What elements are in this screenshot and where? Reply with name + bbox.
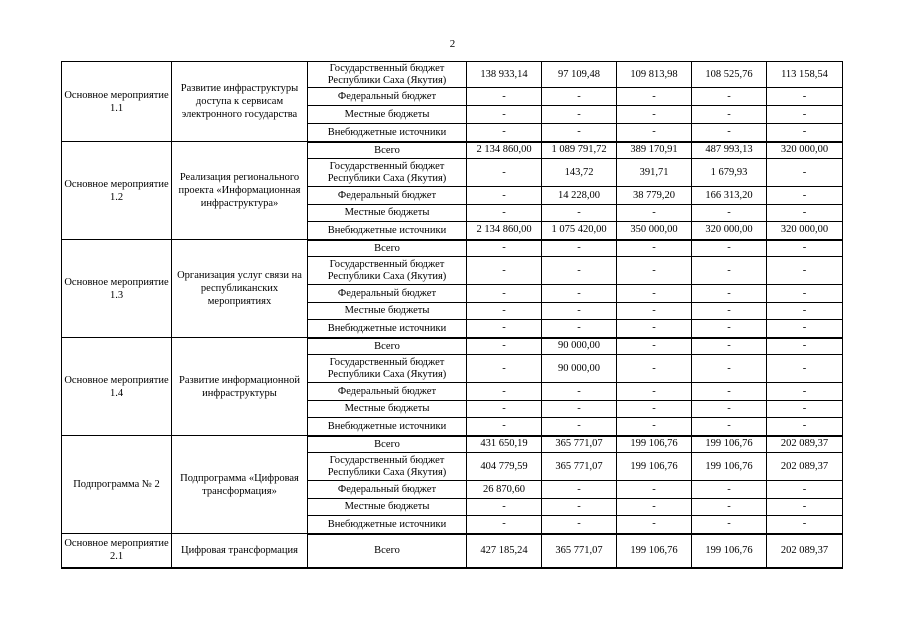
funding-source-cell: Всего [308, 338, 467, 355]
amount-cell: - [617, 88, 692, 106]
amount-cell: - [767, 88, 843, 106]
funding-source-cell: Государственный бюджет Республики Саха (Якутия) [308, 159, 467, 187]
amount-cell: - [767, 257, 843, 285]
funding-source-cell: Местные бюджеты [308, 205, 467, 222]
amount-cell: 350 000,00 [617, 222, 692, 240]
amount-cell: - [692, 338, 767, 355]
amount-cell: 1 075 420,00 [542, 222, 617, 240]
amount-cell: - [467, 88, 542, 106]
amount-cell: - [767, 418, 843, 436]
funding-source-cell: Федеральный бюджет [308, 481, 467, 499]
amount-cell: - [467, 355, 542, 383]
amount-cell: - [767, 205, 843, 222]
amount-cell: - [767, 355, 843, 383]
activity-name-cell: Развитие информационной инфраструктуры [172, 338, 308, 436]
amount-cell: 320 000,00 [692, 222, 767, 240]
funding-source-cell: Внебюджетные источники [308, 516, 467, 534]
amount-cell: 199 106,76 [692, 436, 767, 453]
amount-cell: - [467, 205, 542, 222]
amount-cell: 202 089,37 [767, 453, 843, 481]
amount-cell: 199 106,76 [692, 453, 767, 481]
amount-cell: 199 106,76 [617, 436, 692, 453]
amount-cell: - [467, 383, 542, 401]
amount-cell: - [542, 257, 617, 285]
amount-cell: - [767, 187, 843, 205]
amount-cell: 143,72 [542, 159, 617, 187]
amount-cell: 365 771,07 [542, 534, 617, 568]
amount-cell: - [617, 355, 692, 383]
funding-source-cell: Федеральный бюджет [308, 88, 467, 106]
table-row [62, 142, 843, 159]
amount-cell: 431 650,19 [467, 436, 542, 453]
amount-cell: - [767, 303, 843, 320]
funding-table-body [62, 62, 843, 568]
funding-source-cell: Внебюджетные источники [308, 418, 467, 436]
funding-source-cell: Внебюджетные источники [308, 320, 467, 338]
amount-cell: - [542, 516, 617, 534]
amount-cell: - [542, 124, 617, 142]
funding-source-cell: Всего [308, 436, 467, 453]
amount-cell: - [767, 401, 843, 418]
amount-cell: - [542, 320, 617, 338]
funding-source-cell: Местные бюджеты [308, 401, 467, 418]
amount-cell: 320 000,00 [767, 222, 843, 240]
amount-cell: - [767, 124, 843, 142]
amount-cell: - [542, 205, 617, 222]
amount-cell: - [617, 401, 692, 418]
table-row [62, 338, 843, 355]
activity-cell: Основное мероприятие 1.3 [62, 240, 172, 338]
amount-cell: 365 771,07 [542, 453, 617, 481]
amount-cell: - [467, 418, 542, 436]
activity-cell: Основное мероприятие 1.4 [62, 338, 172, 436]
amount-cell: 14 228,00 [542, 187, 617, 205]
table-row [62, 62, 843, 88]
amount-cell: - [467, 187, 542, 205]
amount-cell: - [617, 285, 692, 303]
amount-cell: - [692, 124, 767, 142]
amount-cell: 113 158,54 [767, 62, 843, 88]
amount-cell: 389 170,91 [617, 142, 692, 159]
amount-cell: - [467, 401, 542, 418]
funding-source-cell: Местные бюджеты [308, 303, 467, 320]
amount-cell: - [617, 303, 692, 320]
amount-cell: - [542, 303, 617, 320]
amount-cell: - [617, 516, 692, 534]
table-row [62, 436, 843, 453]
amount-cell: - [617, 383, 692, 401]
funding-source-cell: Внебюджетные источники [308, 222, 467, 240]
amount-cell: 202 089,37 [767, 534, 843, 568]
funding-source-cell: Федеральный бюджет [308, 187, 467, 205]
activity-cell: Подпрограмма № 2 [62, 436, 172, 534]
funding-source-cell: Всего [308, 534, 467, 568]
activity-name-cell: Подпрограмма «Цифровая трансформация» [172, 436, 308, 534]
amount-cell: 404 779,59 [467, 453, 542, 481]
activity-name-cell: Развитие инфраструктуры доступа к сервисам электронного государства [172, 62, 308, 142]
funding-source-cell: Государственный бюджет Республики Саха (Якутия) [308, 355, 467, 383]
amount-cell: - [467, 499, 542, 516]
funding-source-cell: Государственный бюджет Республики Саха (Якутия) [308, 453, 467, 481]
amount-cell: - [692, 303, 767, 320]
amount-cell: - [542, 106, 617, 124]
funding-source-cell: Внебюджетные источники [308, 124, 467, 142]
activity-name-cell: Организация услуг связи на республиканских мероприятиях [172, 240, 308, 338]
amount-cell: - [542, 240, 617, 257]
amount-cell: 166 313,20 [692, 187, 767, 205]
amount-cell: - [692, 355, 767, 383]
amount-cell: - [767, 285, 843, 303]
amount-cell: - [767, 320, 843, 338]
amount-cell: 199 106,76 [617, 453, 692, 481]
amount-cell: - [692, 257, 767, 285]
funding-source-cell: Государственный бюджет Республики Саха (Якутия) [308, 62, 467, 88]
amount-cell: 202 089,37 [767, 436, 843, 453]
amount-cell: - [542, 383, 617, 401]
amount-cell: 1 679,93 [692, 159, 767, 187]
amount-cell: - [692, 106, 767, 124]
amount-cell: 365 771,07 [542, 436, 617, 453]
amount-cell: - [617, 124, 692, 142]
amount-cell: - [467, 106, 542, 124]
amount-cell: - [467, 124, 542, 142]
amount-cell: - [617, 320, 692, 338]
amount-cell: - [542, 88, 617, 106]
amount-cell: - [767, 240, 843, 257]
amount-cell: - [617, 240, 692, 257]
funding-source-cell: Государственный бюджет Республики Саха (Якутия) [308, 257, 467, 285]
amount-cell: 199 106,76 [692, 534, 767, 568]
funding-source-cell: Местные бюджеты [308, 499, 467, 516]
amount-cell: - [767, 159, 843, 187]
amount-cell: 320 000,00 [767, 142, 843, 159]
amount-cell: 97 109,48 [542, 62, 617, 88]
table-row [62, 534, 843, 568]
amount-cell: - [542, 285, 617, 303]
amount-cell: 108 525,76 [692, 62, 767, 88]
amount-cell: - [692, 320, 767, 338]
amount-cell: - [467, 285, 542, 303]
amount-cell: 1 089 791,72 [542, 142, 617, 159]
amount-cell: - [767, 338, 843, 355]
funding-source-cell: Федеральный бюджет [308, 285, 467, 303]
amount-cell: 109 813,98 [617, 62, 692, 88]
amount-cell: - [542, 401, 617, 418]
amount-cell: - [617, 205, 692, 222]
amount-cell: 26 870,60 [467, 481, 542, 499]
amount-cell: - [617, 338, 692, 355]
amount-cell: - [467, 159, 542, 187]
amount-cell: - [692, 240, 767, 257]
amount-cell: - [767, 499, 843, 516]
amount-cell: - [692, 285, 767, 303]
amount-cell: - [542, 481, 617, 499]
amount-cell: - [467, 257, 542, 285]
amount-cell: - [767, 516, 843, 534]
amount-cell: 2 134 860,00 [467, 142, 542, 159]
amount-cell: - [467, 338, 542, 355]
funding-source-cell: Местные бюджеты [308, 106, 467, 124]
amount-cell: - [617, 106, 692, 124]
amount-cell: - [467, 240, 542, 257]
amount-cell: - [617, 481, 692, 499]
amount-cell: 391,71 [617, 159, 692, 187]
amount-cell: 90 000,00 [542, 355, 617, 383]
amount-cell: - [617, 418, 692, 436]
amount-cell: 427 185,24 [467, 534, 542, 568]
funding-table [61, 61, 843, 569]
amount-cell: 90 000,00 [542, 338, 617, 355]
amount-cell: 487 993,13 [692, 142, 767, 159]
amount-cell: - [692, 88, 767, 106]
amount-cell: - [692, 499, 767, 516]
amount-cell: 38 779,20 [617, 187, 692, 205]
page-number: 2 [449, 38, 456, 50]
amount-cell: - [692, 516, 767, 534]
amount-cell: - [542, 499, 617, 516]
amount-cell: - [767, 106, 843, 124]
amount-cell: - [467, 303, 542, 320]
amount-cell: - [467, 516, 542, 534]
amount-cell: - [692, 418, 767, 436]
activity-cell: Основное мероприятие 1.1 [62, 62, 172, 142]
amount-cell: 138 933,14 [467, 62, 542, 88]
activity-name-cell: Реализация регионального проекта «Информационная инфраструктура» [172, 142, 308, 240]
table-row [62, 240, 843, 257]
activity-cell: Основное мероприятие 1.2 [62, 142, 172, 240]
amount-cell: - [767, 383, 843, 401]
amount-cell: - [617, 257, 692, 285]
funding-source-cell: Федеральный бюджет [308, 383, 467, 401]
amount-cell: 199 106,76 [617, 534, 692, 568]
amount-cell: 2 134 860,00 [467, 222, 542, 240]
amount-cell: - [542, 418, 617, 436]
amount-cell: - [467, 320, 542, 338]
amount-cell: - [692, 205, 767, 222]
activity-name-cell: Цифровая трансформация [172, 534, 308, 568]
activity-cell: Основное мероприятие 2.1 [62, 534, 172, 568]
amount-cell: - [692, 481, 767, 499]
funding-source-cell: Всего [308, 142, 467, 159]
amount-cell: - [617, 499, 692, 516]
funding-source-cell: Всего [308, 240, 467, 257]
amount-cell: - [767, 481, 843, 499]
amount-cell: - [692, 401, 767, 418]
amount-cell: - [692, 383, 767, 401]
